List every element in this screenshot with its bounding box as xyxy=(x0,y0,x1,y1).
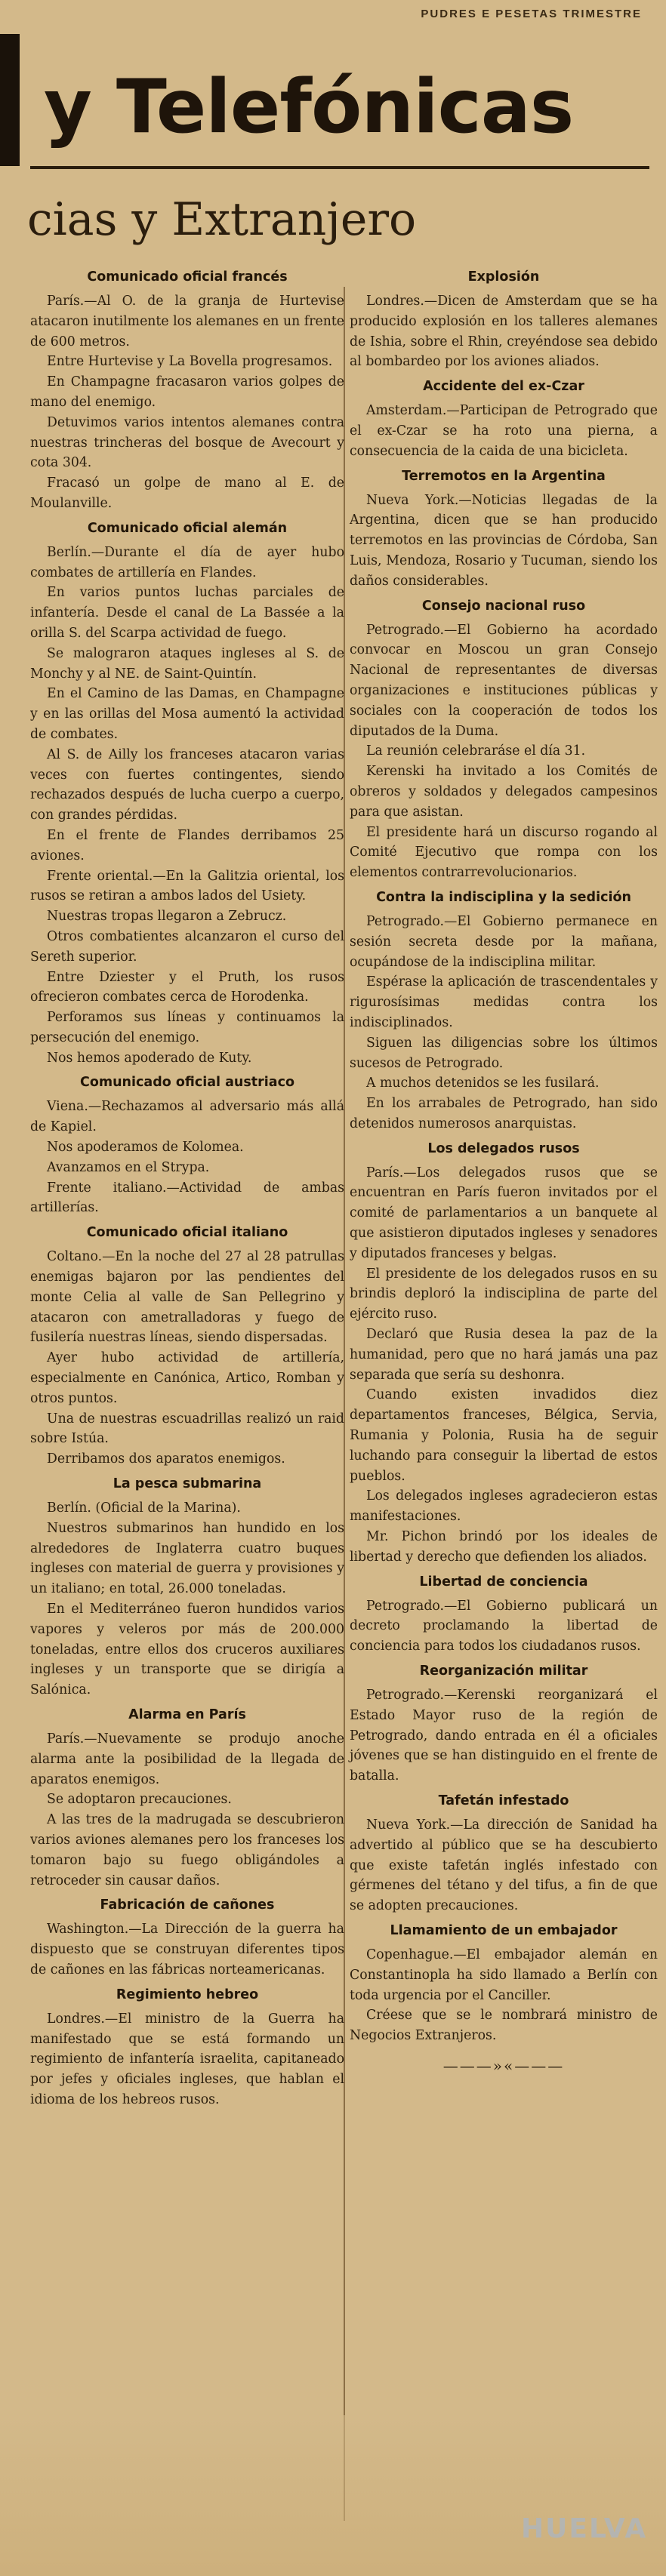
article-paragraph: Derribamos dos aparatos enemigos. xyxy=(47,1451,285,1467)
article-paragraph: Washington.—La Dirección de la guerra ha dispuesto que se construyan diferentes tipos de cañones en las fábricas norteamericanas. xyxy=(30,1922,344,1977)
article-paragraph: Al S. de Ailly los franceses atacaron varias veces con fuertes contingentes, siendo rechazados después de lucha cuerpo a cuerpo, con grandes pérdidas. xyxy=(30,746,344,823)
section-title: cias y Extranjero xyxy=(27,193,417,246)
article-paragraph: Petrogrado.—El Gobierno publicará un decreto proclamando la libertad de conciencia para todos los ciudadanos rusos. xyxy=(350,1598,658,1654)
article-paragraph: Nos hemos apoderado de Kuty. xyxy=(47,1050,252,1066)
article-paragraph: París.—Nuevamente se produjo anoche alarma ante la posibilidad de la llegada de aparatos enemigos. xyxy=(30,1731,344,1787)
article-paragraph: Frente oriental.—En la Galitzia oriental, los rusos se retiran a ambos lados del Usiety. xyxy=(30,868,344,904)
article-heading: Contra la indisciplina y la sedición xyxy=(376,889,631,905)
article-paragraph: Nuestros submarinos han hundido en los alrededores de Inglaterra cuatro buques ingleses con material de guerra y provisiones y un italiano; en total, 26.000 toneladas. xyxy=(30,1520,344,1597)
black-edge xyxy=(0,34,20,166)
article-paragraph: Frente italiano.—Actividad de ambas artillerías. xyxy=(30,1180,344,1216)
article-paragraph: Mr. Pichon brindó por los ideales de libertad y derecho que defienden los aliados. xyxy=(350,1529,658,1565)
article-paragraph: Petrogrado.—Kerenski reorganizará el Estado Mayor ruso de la región de Petrogrado, dando entrada en él a oficiales jóvenes que se han distinguido en el frente de batalla. xyxy=(350,1688,658,1784)
article-paragraph: Entre Hurtevise y La Bovella progresamos. xyxy=(47,354,333,370)
article-paragraph: Kerenski ha invitado a los Comités de obreros y soldados y delegados campesinos para que asistan. xyxy=(350,764,658,820)
article-paragraph: Se malograron ataques ingleses al S. de Monchy y al NE. de Saint-Quintín. xyxy=(30,645,344,682)
article-paragraph: Créese que se le nombrará ministro de Negocios Extranjeros. xyxy=(350,2008,658,2044)
article-heading: Fabricación de cañones xyxy=(100,1897,275,1913)
article-heading: Comunicado oficial alemán xyxy=(87,520,288,536)
article-paragraph: El presidente de los delegados rusos en su brindis deploró la indisciplina de parte del ejército ruso. xyxy=(350,1266,658,1322)
article-paragraph: Siguen las diligencias sobre los últimos sucesos de Petrogrado. xyxy=(350,1035,658,1071)
article-paragraph: Berlín. (Oficial de la Marina). xyxy=(47,1500,241,1516)
article-paragraph: El presidente hará un discurso rogando al Comité Ejecutivo que rompa con los elementos contrarrevolucionarios. xyxy=(350,824,658,881)
article-paragraph: En los arrabales de Petrogrado, han sido detenidos numerosos anarquistas. xyxy=(350,1096,658,1131)
article-heading: Llamamiento de un embajador xyxy=(390,1922,618,1938)
article-paragraph: Cuando existen invadidos diez departamentos franceses, Bélgica, Servia, Rumania y Polonia, Rusia ha de seguir luchando para conseguir la libertad de estos pueblos. xyxy=(350,1387,658,1484)
article-heading: Comunicado oficial francés xyxy=(87,269,288,285)
article-paragraph: Los delegados ingleses agradecieron estas manifestaciones. xyxy=(350,1488,658,1525)
article-paragraph: A muchos detenidos se les fusilará. xyxy=(366,1076,600,1091)
article-paragraph: En el Mediterráneo fueron hundidos varios vapores y veleros por más de 200.000 toneladas, entre ellos dos cruceros auxiliares ingleses y un transporte que se dirigía a Salónica. xyxy=(30,1602,344,1698)
article-paragraph: Fracasó un golpe de mano al E. de Moulanville. xyxy=(30,475,344,511)
article-paragraph: Espérase la aplicación de trascendentales y rigurosísimas medidas contra los indisciplinados. xyxy=(350,974,658,1030)
article-heading: Terremotos en la Argentina xyxy=(402,468,606,484)
article-heading: Comunicado oficial italiano xyxy=(86,1225,288,1241)
article-heading: Comunicado oficial austriaco xyxy=(80,1075,294,1091)
article-paragraph: Detuvimos varios intentos alemanes contra nuestras trincheras del bosque de Avecourt y cota 304. xyxy=(30,414,344,471)
right-column xyxy=(350,263,658,2542)
article-paragraph: Petrogrado.—El Gobierno permanece en sesión secreta desde por la mañana, ocupándose de la indisciplina militar. xyxy=(350,913,658,970)
article-heading: Libertad de conciencia xyxy=(419,1574,588,1590)
article-heading: Los delegados rusos xyxy=(427,1140,580,1156)
article-paragraph: Berlín.—Durante el día de ayer hubo combates de artillería en Flandes. xyxy=(30,544,344,580)
article-paragraph: Nuestras tropas llegaron a Zebrucz. xyxy=(47,909,287,925)
article-paragraph: La reunión celebraráse el día 31. xyxy=(366,743,586,759)
headline: y Telefónicas xyxy=(44,64,574,150)
article-heading: Tafetán infestado xyxy=(438,1793,569,1808)
article-paragraph: Copenhague.—El embajador alemán en Constantinopla ha sido llamado a Berlín con toda urgencia por el Canciller. xyxy=(350,1947,658,2003)
article-paragraph: Ayer hubo actividad de artillería, especialmente en Canónica, Artico, Romban y otros puntos. xyxy=(30,1350,344,1406)
article-heading: Consejo nacional ruso xyxy=(421,598,586,614)
masthead-strip: PUDRES E PESETAS TRIMESTRE xyxy=(421,8,642,20)
article-paragraph: A las tres de la madrugada se descubrieron varios aviones alemanes pero los franceses los tomaron bajo su fuego obligándoles a retroceder sin causar daños. xyxy=(30,1812,344,1888)
article-paragraph: En Champagne fracasaron varios golpes de mano del enemigo. xyxy=(30,374,344,410)
article-paragraph: Coltano.—En la noche del 27 al 28 patrullas enemigas bajaron por las pendientes del monte Celia al valle de San Pellegrino y atacaron con ametralladoras y fuego de fusilería nuestras líneas, siendo dispersadas. xyxy=(30,1249,344,1346)
article-paragraph: Una de nuestras escuadrillas realizó un raid sobre Istúa. xyxy=(30,1411,344,1447)
article-paragraph: Perforamos sus líneas y continuamos la persecución del enemigo. xyxy=(30,1010,344,1045)
end-ornament: ———»«——— xyxy=(442,2056,565,2075)
article-heading: Alarma en París xyxy=(128,1707,246,1722)
article-paragraph: Nueva York.—Noticias llegadas de la Argentina, dicen que se han producido terremotos en las provincias de Córdoba, San Luis, Mendoza, Rosario y Tucuman, siendo los daños considerables. xyxy=(350,492,658,589)
left-column xyxy=(30,263,344,2542)
article-heading: La pesca submarina xyxy=(113,1476,262,1492)
article-paragraph: Nueva York.—La dirección de Sanidad ha advertido al público que se ha descubierto que existe tafetán inglés infestado con gérmenes del tétano y del tifus, a fin de que se adopten precauciones. xyxy=(350,1817,658,1914)
article-heading: Reorganización militar xyxy=(419,1663,588,1679)
article-paragraph: París.—Al O. de la granja de Hurtevise atacaron inutilmente los alemanes en un frente de 600 metros. xyxy=(30,294,344,349)
article-paragraph: Viena.—Rechazamos al adversario más allá de Kapiel. xyxy=(30,1099,344,1135)
article-paragraph: Se adoptaron precauciones. xyxy=(47,1792,232,1808)
article-paragraph: Amsterdam.—Participan de Petrogrado que el ex-Czar se ha roto una pierna, a consecuencia de la caida de una bicicleta. xyxy=(350,403,658,459)
article-paragraph: Nos apoderamos de Kolomea. xyxy=(47,1140,244,1156)
article-paragraph: Entre Dziester y el Pruth, los rusos ofrecieron combates cerca de Horodenka. xyxy=(30,969,344,1005)
article-paragraph: Petrogrado.—El Gobierno ha acordado convocar en Moscou un gran Consejo Nacional de representantes de diversas organizaciones e instituciones públicas y sociales con la cooperación de todos los diputados de la Duma. xyxy=(350,622,658,739)
watermark: HUELVA xyxy=(521,2513,648,2544)
article-paragraph: En el frente de Flandes derribamos 25 aviones. xyxy=(30,827,344,863)
article-paragraph: París.—Los delegados rusos que se encuentran en París fueron invitados por el comité de parlamentarios a un banquete al que asistieron diputados ingleses y senadores y diputados franceses y belgas. xyxy=(350,1165,658,1261)
article-paragraph: Londres.—El ministro de la Guerra ha manifestado que se está formando un regimiento de infantería israelita, capitaneado por jefes y oficiales ingleses, que hablan el idioma de los hebreos rusos. xyxy=(30,2011,344,2107)
article-paragraph: Otros combatientes alcanzaron el curso del Sereth superior. xyxy=(30,928,344,965)
article-heading: Explosión xyxy=(467,269,540,285)
article-heading: Regimiento hebreo xyxy=(116,1987,259,2002)
article-paragraph: Londres.—Dicen de Amsterdam que se ha producido explosión en los talleres alemanes de Ishia, sobre el Rhin, creyéndose sea debido al bombardeo por los aviones aliados. xyxy=(350,294,658,370)
article-paragraph: Avanzamos en el Strypa. xyxy=(47,1159,210,1175)
article-heading: Accidente del ex-Czar xyxy=(423,379,584,395)
header-rule xyxy=(30,166,649,169)
article-paragraph: En el Camino de las Damas, en Champagne y en las orillas del Mosa aumentó la actividad de combates. xyxy=(30,686,344,742)
article-paragraph: En varios puntos luchas parciales de infantería. Desde el canal de La Bassée a la orilla S. del Scarpa actividad de fuego. xyxy=(30,585,344,641)
article-paragraph: Declaró que Rusia desea la paz de la humanidad, pero que no hará jamás una paz separada que sería su deshonra. xyxy=(350,1327,658,1383)
